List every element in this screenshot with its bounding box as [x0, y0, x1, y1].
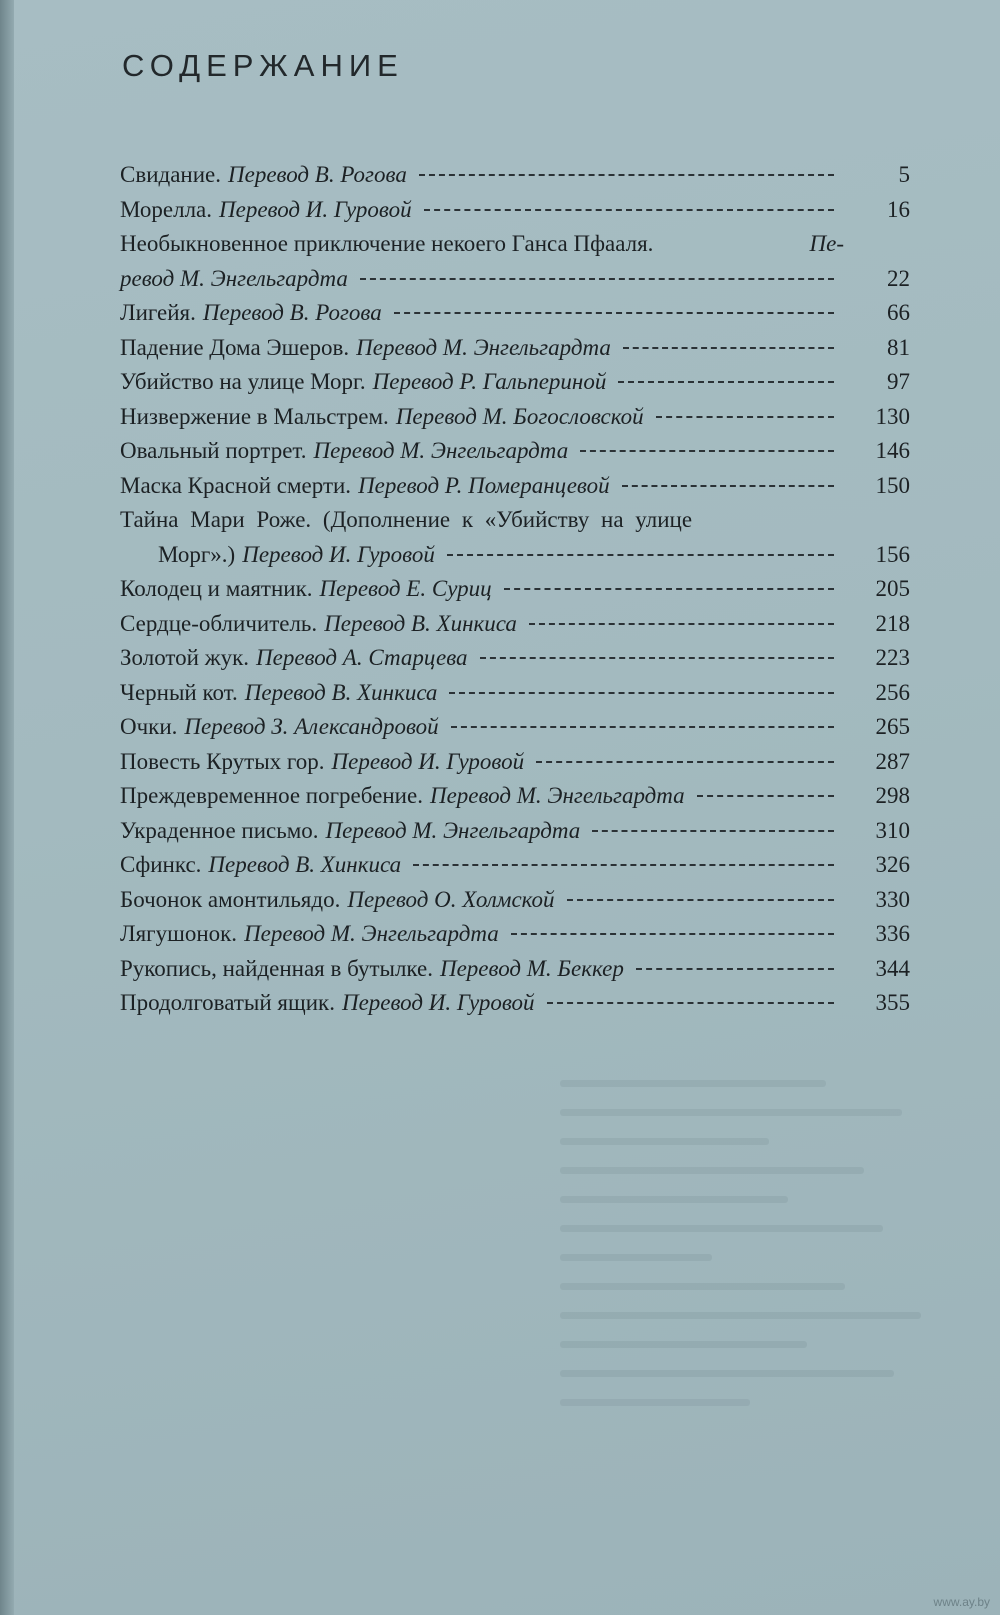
- leader-dashes: [567, 899, 834, 901]
- entry-page: 146: [875, 438, 910, 463]
- entry-page: 326: [875, 852, 910, 877]
- entry-translator: Перевод М. Энгельгардта: [313, 438, 569, 463]
- leader-dashes: [536, 761, 834, 763]
- leader-dashes: [424, 209, 834, 211]
- entry-title: Золотой жук.: [120, 645, 250, 670]
- leader-dashes: [529, 623, 834, 625]
- entry-title: Низвержение в Мальстрем.: [120, 403, 389, 429]
- toc-entry: [120, 779, 910, 814]
- entry-translator: Перевод М. Беккер: [439, 955, 624, 981]
- leader-dashes: [697, 795, 834, 797]
- leader-dashes: [623, 347, 834, 349]
- entry-page: 66: [887, 300, 910, 325]
- toc-entry: [120, 710, 910, 745]
- table-of-contents: [120, 158, 910, 1021]
- page-title: СОДЕРЖАНИЕ: [122, 48, 404, 83]
- toc-entry: [120, 986, 910, 1021]
- entry-page: 265: [875, 714, 910, 739]
- leader-dashes: [480, 657, 834, 659]
- entry-translator: Перевод И. Гуровой: [331, 748, 525, 774]
- leader-dashes: [618, 381, 834, 383]
- entry-translator: Перевод А. Старцева: [256, 645, 468, 670]
- leader-dashes: [580, 450, 834, 452]
- entry-translator-start: Пе-: [809, 231, 844, 256]
- toc-entry: [120, 883, 910, 918]
- leader-dashes: [449, 692, 834, 694]
- entry-page: 310: [875, 817, 910, 843]
- entry-page: 150: [875, 472, 910, 498]
- entry-title: Маска Красной смерти.: [120, 472, 352, 498]
- entry-title: Морелла.: [120, 196, 212, 222]
- leader-dashes: [592, 830, 834, 832]
- entry-page: 16: [887, 196, 910, 222]
- entry-title: Овальный портрет.: [120, 438, 307, 463]
- toc-entry: [120, 676, 910, 711]
- entry-page: 336: [875, 921, 910, 946]
- entry-title: Преждевременное погребение.: [120, 783, 423, 808]
- entry-translator: Перевод В. Хинкиса: [244, 679, 438, 705]
- entry-title: Колодец и маятник.: [120, 576, 313, 601]
- entry-page: 97: [887, 369, 910, 394]
- entry-title: Сердце-обличитель.: [120, 610, 318, 636]
- toc-entry: [120, 607, 910, 642]
- toc-entry: [120, 503, 910, 572]
- entry-title: Морг».): [158, 541, 236, 567]
- entry-translator: Перевод Е. Суриц: [319, 576, 492, 601]
- entry-translator: Перевод И. Гуровой: [341, 990, 535, 1015]
- entry-page: 256: [875, 679, 910, 705]
- leader-dashes: [447, 554, 834, 556]
- entry-title: Украденное письмо.: [120, 817, 319, 843]
- leader-dashes: [451, 726, 834, 728]
- entry-page: 330: [875, 886, 910, 912]
- entry-page: 205: [875, 576, 910, 601]
- entry-page: 344: [875, 955, 910, 981]
- leader-dashes: [636, 968, 834, 970]
- entry-translator: Перевод О. Холмской: [347, 886, 555, 912]
- leader-dashes: [504, 588, 834, 590]
- toc-entry: [120, 193, 910, 228]
- toc-entry: [120, 296, 910, 331]
- entry-page: 156: [875, 541, 910, 567]
- entry-translator: Перевод В. Хинкиса: [324, 610, 517, 636]
- entry-translator: Перевод М. Энгельгардта: [429, 783, 685, 808]
- entry-title: Бочонок амонтильядо.: [120, 886, 341, 912]
- toc-entry: [120, 641, 910, 676]
- watermark: www.ay.by: [933, 1595, 990, 1609]
- leader-dashes: [360, 278, 834, 280]
- toc-entry: [120, 917, 910, 952]
- toc-entry: [120, 745, 910, 780]
- entry-translator: Перевод М. Энгельгардта: [356, 334, 611, 360]
- toc-entry: [120, 434, 910, 469]
- entry-title: Сфинкс.: [120, 852, 202, 877]
- entry-page: 223: [875, 645, 910, 670]
- entry-title: Убийство на улице Морг.: [120, 369, 366, 394]
- toc-entry: [120, 227, 910, 296]
- entry-title: Падение Дома Эшеров.: [120, 334, 350, 360]
- leader-dashes: [413, 864, 834, 866]
- entry-page: 130: [875, 403, 910, 429]
- toc-entry: [120, 158, 910, 193]
- toc-entry: [120, 572, 910, 607]
- entry-page: 287: [875, 748, 910, 774]
- entry-title: Продолговатый ящик.: [120, 990, 335, 1015]
- entry-translator: Перевод В. Рогова: [202, 300, 382, 325]
- entry-translator: Перевод В. Рогова: [228, 162, 407, 187]
- leader-dashes: [394, 312, 834, 314]
- entry-title-start: Тайна Мари Роже. (Дополнение к «Убийству на улице: [120, 507, 693, 532]
- entry-title: Черный кот.: [120, 679, 238, 705]
- toc-entry: [120, 365, 910, 400]
- leader-dashes: [511, 933, 834, 935]
- page-edge: [0, 0, 14, 1615]
- entry-page: 298: [875, 783, 910, 808]
- toc-entry: [120, 952, 910, 987]
- entry-translator: Перевод М. Энгельгардта: [244, 921, 499, 946]
- entry-title: Лигейя.: [120, 300, 196, 325]
- toc-entry: [120, 469, 910, 504]
- toc-entry: [120, 400, 910, 435]
- leader-dashes: [622, 485, 834, 487]
- entry-page: 355: [875, 990, 910, 1015]
- entry-translator: Перевод Р. Гальпериной: [372, 369, 607, 394]
- entry-title: Лягушонок.: [120, 921, 238, 946]
- toc-entry: [120, 814, 910, 849]
- leader-dashes: [656, 416, 834, 418]
- entry-translator: Перевод М. Богословской: [395, 403, 644, 429]
- bleed-through-text: [560, 1080, 940, 1540]
- entry-page: 218: [875, 610, 910, 636]
- entry-page: 5: [898, 162, 910, 187]
- leader-dashes: [547, 1002, 834, 1004]
- entry-title: Очки.: [120, 714, 178, 739]
- entry-title: Необыкновенное приключение некоего Ганса Пфааля.: [120, 231, 654, 256]
- entry-translator: ревод М. Энгельгардта: [120, 265, 348, 291]
- entry-page: 22: [887, 265, 910, 291]
- entry-title: Рукопись, найденная в бутылке.: [120, 955, 433, 981]
- entry-translator: Перевод З. Александровой: [184, 714, 439, 739]
- entry-translator: Перевод И. Гуровой: [219, 196, 412, 222]
- entry-translator: Перевод И. Гуровой: [242, 541, 435, 567]
- entry-title: Свидание.: [120, 162, 221, 187]
- entry-translator: Перевод Р. Померанцевой: [358, 472, 610, 498]
- leader-dashes: [419, 174, 834, 176]
- entry-page: 81: [887, 334, 910, 360]
- toc-entry: [120, 848, 910, 883]
- toc-entry: [120, 331, 910, 366]
- entry-translator: Перевод М. Энгельгардта: [325, 817, 581, 843]
- entry-translator: Перевод В. Хинкиса: [208, 852, 402, 877]
- entry-title: Повесть Крутых гор.: [120, 748, 325, 774]
